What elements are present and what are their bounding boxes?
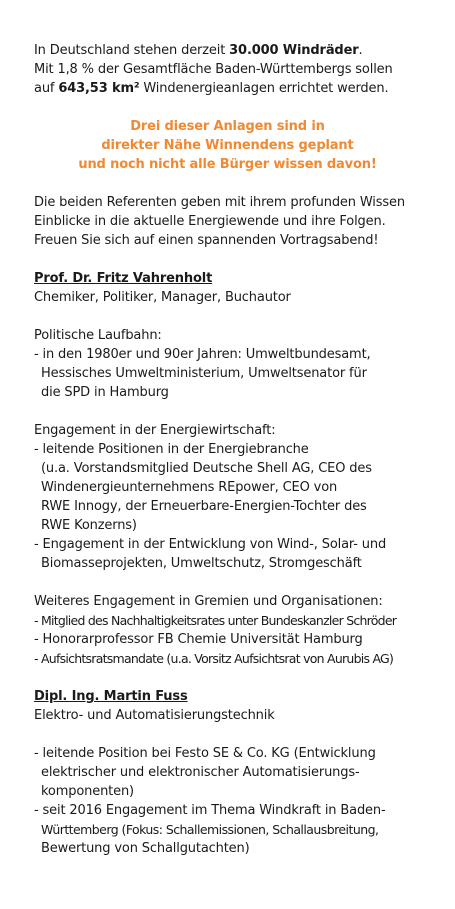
politics-heading: Politische Laufbahn:: [34, 328, 162, 343]
list-item: Biomasseprojekten, Umweltschutz, Stromgeschäft: [41, 556, 362, 571]
list-item: - leitende Position bei Festo SE & Co. KG (Entwicklung: [34, 746, 376, 761]
speaker2-role: Elektro- und Automatisierungstechnik: [34, 708, 275, 723]
list-item: - Aufsichtsratsmandate (u.a. Vorsitz Aufsichtsrat von Aurubis AG): [34, 651, 394, 666]
list-item: - seit 2016 Engagement im Thema Windkraft in Baden-: [34, 803, 386, 818]
referenten-paragraph: Die beiden Referenten geben mit ihrem profunden Wissen Einblicke in die aktuelle Energiewende und ihre Folgen. Freuen Sie sich auf einen spannenden Vortragsabend!: [34, 195, 405, 248]
speaker2-items: [34, 744, 445, 858]
list-item: - Mitglied des Nachhaltigkeitsrates unter Bundeskanzler Schröder: [34, 613, 397, 628]
speaker2-name: Dipl. Ing. Martin Fuss: [34, 689, 188, 704]
list-item: Bewertung von Schallgutachten): [41, 841, 250, 856]
list-item: (u.a. Vorstandsmitglied Deutsche Shell AG, CEO des: [41, 461, 372, 476]
speaker1-politics: [34, 326, 445, 402]
list-item: Windenergieunternehmens REpower, CEO von: [41, 480, 338, 495]
highlight-line-3: und noch nicht alle Bürger wissen davon!: [78, 157, 377, 172]
speaker1-gremien: [34, 592, 445, 668]
energy-heading: Engagement in der Energiewirtschaft:: [34, 423, 276, 438]
list-item: - in den 1980er und 90er Jahren: Umweltbundesamt,: [34, 347, 371, 362]
intro-line-2: Mit 1,8 % der Gesamtfläche Baden-Württembergs sollen: [34, 62, 393, 77]
intro-paragraph: [34, 41, 445, 98]
list-item: RWE Innogy, der Erneuerbare-Energien-Tochter des: [41, 499, 367, 514]
gremien-heading: Weiteres Engagement in Gremien und Organisationen:: [34, 594, 383, 609]
speaker1-name: Prof. Dr. Fritz Vahrenholt: [34, 271, 213, 286]
area-value: 643,53 km²: [58, 81, 140, 96]
list-item: Hessisches Umweltministerium, Umweltsenator für: [41, 366, 367, 381]
list-item: die SPD in Hamburg: [41, 385, 169, 400]
highlight-line-2: direkter Nähe Winnendens geplant: [101, 138, 354, 153]
list-item: RWE Konzerns): [41, 518, 137, 533]
list-item: Württemberg (Fokus: Schallemissionen, Schallausbreitung,: [41, 822, 379, 837]
list-item: - leitende Positionen in der Energiebranche: [34, 442, 309, 457]
intro-line-1: In Deutschland stehen derzeit 30.000 Windräder.: [34, 43, 363, 58]
highlight-notice: [34, 117, 421, 174]
list-item: - Engagement in der Entwicklung von Wind-, Solar- und: [34, 537, 387, 552]
list-item: elektrischer und elektronischer Automatisierungs-: [41, 765, 360, 780]
windraeder-count: 30.000 Windräder: [229, 43, 359, 58]
list-item: - Honorarprofessor FB Chemie Universität Hamburg: [34, 632, 363, 647]
speaker1-header: [34, 269, 445, 307]
speaker2-header: [34, 687, 445, 725]
speaker1-energy: [34, 421, 445, 573]
speaker1-role: Chemiker, Politiker, Manager, Buchautor: [34, 290, 291, 305]
list-item: komponenten): [41, 784, 134, 799]
intro-line-3: auf 643,53 km² Windenergieanlagen errichtet werden.: [34, 81, 389, 96]
highlight-line-1: Drei dieser Anlagen sind in: [130, 119, 325, 134]
